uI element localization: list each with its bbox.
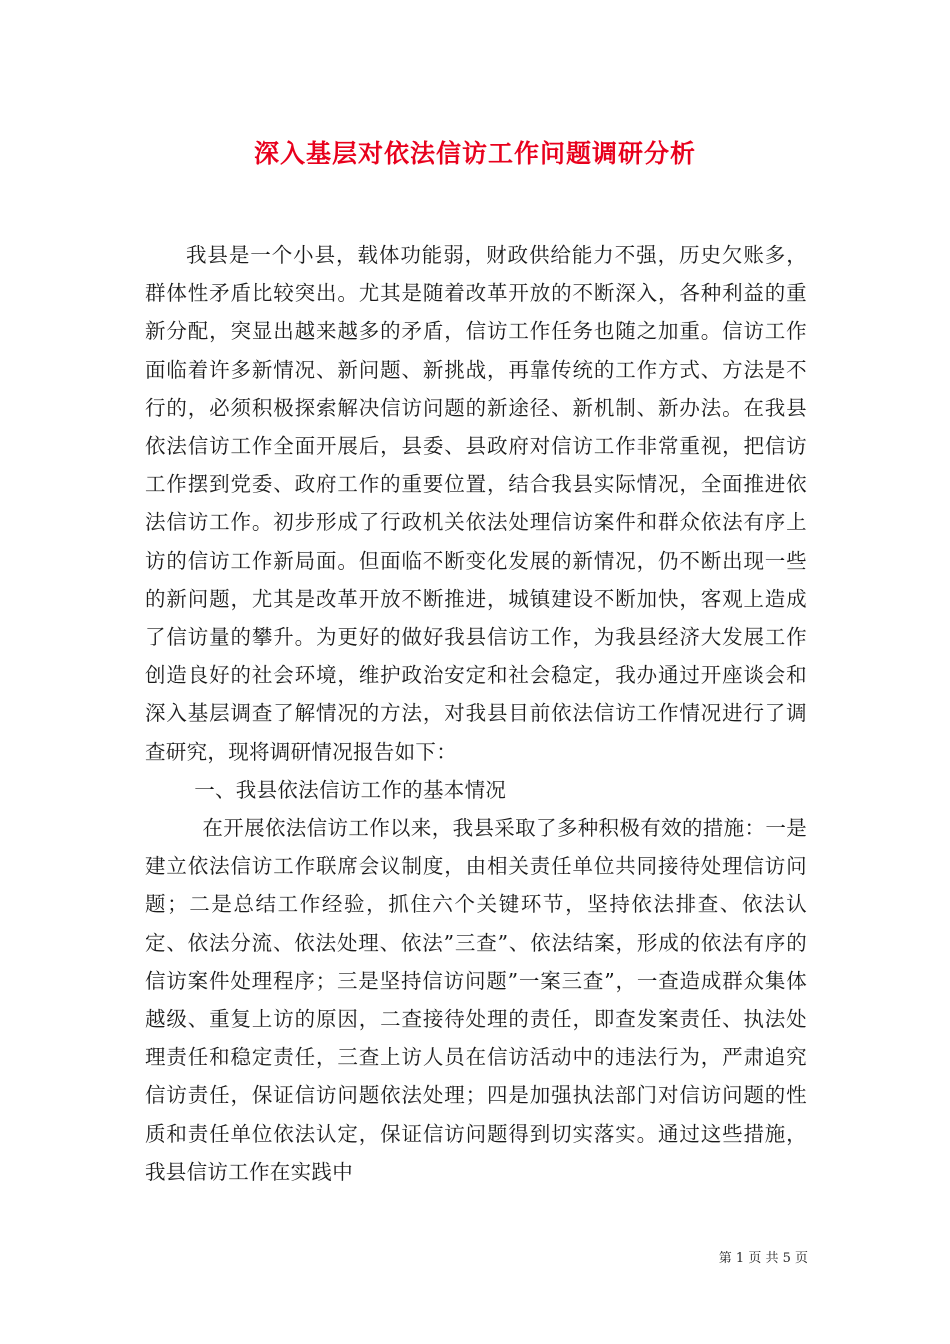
document-body [145,236,807,1191]
document-title: 深入基层对依法信访工作问题调研分析 [253,139,696,168]
section-heading: 一、我县依法信访工作的基本情况 [194,777,507,802]
page-number: 第 1 页 共 5 页 [718,1251,808,1266]
intro-paragraph: 我县是一个小县，载体功能弱，财政供给能力不强，历史欠账多，群体性矛盾比较突出。尤其是随着改革开放的不断深入，各种利益的重新分配，突显出越来越多的矛盾，信访工作任务也随之加重。信访工作面临着许多新情况、新问题、新挑战，再靠传统的工作方式、方法是不行的，必须积极探索解决信访问题的新途径、新机制、新办法。在我县依法信访工作全面开展后，县委、县政府对信访工作非常重视，把信访工作摆到党委、政府工作的重要位置，结合我县实际情况，全面推进依法信访工作。初步形成了行政机关依法处理信访案件和群众依法有序上访的信访工作新局面。但面临不断变化发展的新情况，仍不断出现一些的新问题，尤其是改革开放不断推进，城镇建设不断加快，客观上造成了信访量的攀升。为更好的做好我县信访工作，为我县经济大发展工作创造良好的社会环境，维护政治安定和社会稳定，我办通过开座谈会和深入基层调查了解情况的方法，对我县目前依法信访工作情况进行了调查研究，现将调研情况报告如下： [145,243,807,764]
measures-paragraph: 在开展依法信访工作以来，我县采取了多种积极有效的措施：一是建立依法信访工作联席会议制度，由相关责任单位共同接待处理信访问题；二是总结工作经验，抓住六个关键环节，坚持依法排查、依法认定、依法分流、依法处理、依法”三查”、依法结案，形成的依法有序的信访案件处理程序；三是坚持信访问题”一案三查”，一查造成群众集体越级、重复上访的原因，二查接待处理的责任，即查发案责任、执法处理责任和稳定责任，三查上访人员在信访活动中的违法行为，严肃追究信访责任，保证信访问题依法处理；四是加强执法部门对信访问题的性质和责任单位依法认定，保证信访问题得到切实落实。通过这些措施，我县信访工作在实践中 [145,816,807,1184]
